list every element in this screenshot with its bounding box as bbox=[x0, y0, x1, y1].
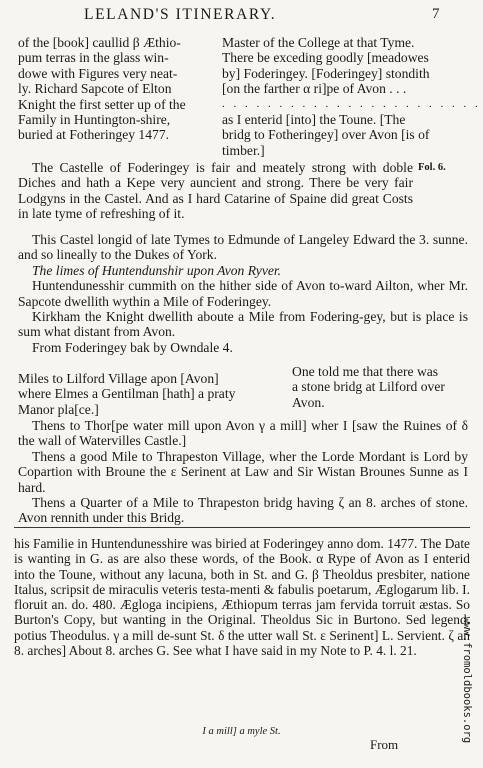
paragraph-kirkham: Kirkham the Knight dwellith aboute a Mile from Fodering-gey, but is place is sum what distant from Avon. bbox=[18, 309, 468, 340]
aside-line: One told me that there was bbox=[292, 364, 439, 379]
side-watermark bbox=[459, 598, 475, 766]
paragraph-longid: This Castel longid of late Tymes to Edmunde of Langeley Edward the 3. sunne. and so lineally to the Dukes of York. bbox=[18, 232, 468, 263]
paragraph-castelle: The Castelle of Foderingey is fair and meately strong with doble Diches and hath a Kepe very auncient and strong. There be very fair Lodgyns in the Castel. And as I hard Catarine of Spaine did great Costs in late tyme of refreshing of it. bbox=[18, 160, 413, 222]
notes-divider bbox=[14, 527, 470, 528]
miles-line: Manor pla[ce.] bbox=[18, 401, 99, 417]
source-url: www.fromoldbooks.org bbox=[461, 616, 473, 744]
main-text bbox=[18, 232, 468, 355]
left-column-line: dowe with Figures very neat- bbox=[18, 65, 178, 81]
running-header bbox=[0, 4, 483, 26]
paragraph-huntendunesshir: Huntendunesshir cummith on the hither side of Avon to-ward Ailton, wher Mr. Sapcote dwellith wythin a Mile of Foderingey. bbox=[18, 278, 468, 309]
paragraph-limes: The limes of Huntendunshir upon Avon Ryver. bbox=[32, 262, 282, 278]
aside-line: Avon. bbox=[292, 394, 325, 410]
two-column-block-left bbox=[18, 371, 288, 417]
paragraph-thens-good: Thens a good Mile to Thrapeston Village, wher the Lorde Mordant is Lord by Copartion with Broune the ε Serinent at Law and Sir Wistan Brounes Sunne as I hard. bbox=[18, 448, 468, 495]
miles-line: Miles to Lilford Village apon [Avon] bbox=[18, 371, 219, 386]
right-column-line: timber.] bbox=[222, 142, 265, 158]
paragraph-thens-quarter: Thens a Quarter of a Mile to Thrapeston bridg having ζ an 8. arches of stone. Avon rennith under this Bridg. bbox=[18, 495, 468, 526]
margin-folio-note: Fol. 6. bbox=[418, 162, 446, 173]
miles-line: where Elmes a Gentilman [hath] a praty bbox=[18, 386, 236, 402]
editorial-notes bbox=[14, 536, 470, 658]
footnote: I a mill] a myle St. bbox=[202, 726, 281, 737]
paragraph-from-foderingey: From Foderingey bak by Owndale 4. bbox=[32, 339, 233, 355]
left-column-line: of the [book] caullid β Æthio- bbox=[18, 35, 181, 50]
left-column-line: pum terras in the glass win- bbox=[18, 50, 169, 66]
two-column-block-right bbox=[292, 364, 472, 410]
paragraph-thens-thorpe: Thens to Thor[pe water mill upon Avon γ a mill] wher I [saw the Ruines of δ the wall of Watervilles Castle.] bbox=[18, 418, 468, 449]
notes-paragraph: his Familie in Huntendunesshire was biried at Foderingey anno dom. 1477. The Date is wanting in G. as are also these words, of the Book. α Rype of Avon as I enterid into the Toune, without any lacuna, both in St. and G. β Theoldus presbiter, natione Italus, scripsit de miraculis veteris testa-menti & fabulis poetarum, Æglogarum lib. I. floruit an. do. 480. Ægloga incipiens, Æthiopum terras jam fervida torruit æstas. So Burton's Copy, but wanting in the Original. Theoldus Sic in Burtono. Sed legend. potius Theodulus. γ a mill de-sunt St. δ the utter wall St. ε Serinent] L. Servient. ζ an 8. arches] About 8. arches G. See what I have said in my Note to P. 4. l. 21. bbox=[14, 536, 470, 659]
catchword: From bbox=[370, 737, 399, 752]
left-column-line: buried at Fotheringey 1477. bbox=[18, 127, 170, 143]
right-column-line: bridg to Fotheringey] over Avon [is of bbox=[222, 127, 430, 143]
right-column-line: Master of the College at that Tyme. bbox=[222, 35, 415, 50]
ellipsis-line: . . . . . . . . . . . . . . . . . . . . . . . bbox=[222, 97, 481, 110]
aside-line: a stone bridg at Lilford over bbox=[292, 379, 445, 395]
right-column-line: [on the farther α ri]pe of Avon . . . bbox=[222, 81, 407, 97]
left-column-line: Knight the first setter up of the bbox=[18, 96, 186, 112]
page-number: 7 bbox=[432, 6, 440, 22]
main-text bbox=[18, 160, 413, 222]
right-column-line: by] Foderingey. [Foderingey] stondith bbox=[222, 65, 430, 81]
running-title: LELAND'S ITINERARY. bbox=[84, 6, 277, 23]
main-text bbox=[18, 418, 468, 526]
right-column bbox=[222, 35, 481, 158]
right-column-line: as I enterid [into] the Toune. [The bbox=[222, 112, 406, 128]
left-column-line: Family in Huntington-shire, bbox=[18, 112, 171, 128]
right-column-line: There be exceding goodly [meadowes bbox=[222, 50, 429, 66]
left-column-line: ly. Richard Sapcote of Elton bbox=[18, 81, 172, 97]
left-column bbox=[18, 35, 218, 143]
